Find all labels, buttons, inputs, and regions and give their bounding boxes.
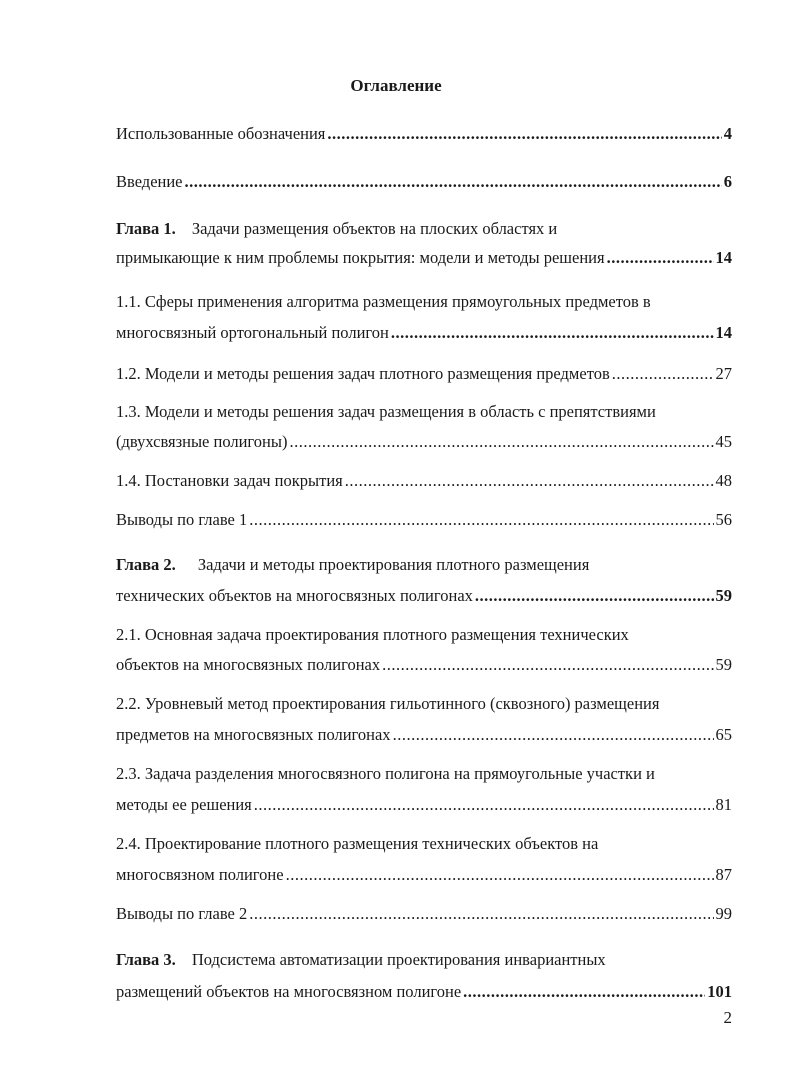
toc-entry-page: 27 [715,364,732,383]
toc-leader-dots [185,172,722,192]
toc-entry-page: 65 [715,725,732,744]
toc-leader-dots [327,124,721,144]
toc-entry[interactable] [116,834,732,854]
toc-leader-dots [393,725,714,745]
toc-entry-page: 48 [715,471,732,490]
toc-entry-page: 101 [707,982,732,1001]
toc-entry-text: Введение [116,172,183,191]
toc-entry-page: 59 [715,586,732,605]
toc-leader-dots [463,982,705,1002]
toc-leader-dots [391,323,714,343]
toc-entry-page: 59 [715,655,732,674]
toc-entry[interactable] [116,510,732,530]
toc-entry-text: объектов на многосвязных полигонах [116,655,381,674]
page-number: 2 [723,1008,732,1027]
toc-entry[interactable] [116,725,732,745]
toc-leader-dots [345,471,714,491]
toc-entry-page: 4 [723,124,732,143]
toc-chapter-heading[interactable] [116,555,732,575]
toc-entry[interactable] [116,292,732,312]
toc-entry[interactable] [116,402,732,422]
toc-entry[interactable] [116,904,732,924]
toc-entry[interactable] [116,764,732,784]
toc-leader-dots [249,904,713,924]
toc-entry-text: 1.4. Постановки задач покрытия [116,471,343,490]
toc-entry-text: предметов на многосвязных полигонах [116,725,391,744]
toc-entry[interactable] [116,124,732,144]
toc-entry-text: 2.2. Уровневый метод проектирования гильотинного (сквозного) размещения [116,694,660,713]
toc-entry-page: 56 [715,510,732,529]
toc-entry[interactable] [116,432,732,452]
chapter-label: Глава 2. [116,555,176,574]
toc-entry-text: многосвязном полигоне [116,865,284,884]
toc-entry-text: 1.3. Модели и методы решения задач размещения в область с препятствиями [116,402,656,421]
toc-entry-text: технических объектов на многосвязных полигонах [116,586,473,605]
toc-chapter-heading[interactable] [116,219,732,239]
toc-entry[interactable] [116,323,732,343]
toc-entry-text: 1.1. Сферы применения алгоритма размещения прямоугольных предметов в [116,292,651,311]
toc-entry-page: 45 [715,432,732,451]
toc-entry[interactable] [116,364,732,384]
toc-entry-text: размещений объектов на многосвязном полигоне [116,982,462,1001]
toc-entry-text: Выводы по главе 1 [116,510,248,529]
toc-entry[interactable] [116,172,732,192]
toc-entry[interactable] [116,625,732,645]
toc-entry[interactable] [116,248,732,268]
toc-entry[interactable] [116,655,732,675]
chapter-label: Глава 3. [116,950,176,969]
toc-entry-text: (двухсвязные полигоны) [116,432,288,451]
toc-entry-text: примыкающие к ним проблемы покрытия: модели и методы решения [116,248,605,267]
toc-entry-page: 81 [715,795,732,814]
toc-leader-dots [382,655,713,675]
toc-leader-dots [289,432,713,452]
toc-entry-page: 6 [723,172,732,191]
toc-entry-text: 2.4. Проектирование плотного размещения технических объектов на [116,834,599,853]
toc-entry-text: Задачи и методы проектирования плотного размещения [197,555,590,574]
toc-entry-page: 14 [715,248,732,267]
toc-entry[interactable] [116,586,732,606]
toc-entry-text: 2.1. Основная задача проектирования плотного размещения технических [116,625,629,644]
toc-entry-page: 87 [715,865,732,884]
toc-entry-text: 1.2. Модели и методы решения задач плотного размещения предметов [116,364,610,383]
toc-entry-page: 14 [715,323,732,342]
toc-entry-text: Задачи размещения объектов на плоских областях и [191,219,558,238]
toc-leader-dots [607,248,714,268]
toc-title: Оглавление [350,76,442,95]
toc-entry[interactable] [116,694,732,714]
toc-entry-page: 99 [715,904,732,923]
chapter-label: Глава 1. [116,219,176,238]
toc-entry[interactable] [116,865,732,885]
toc-leader-dots [254,795,714,815]
toc-chapter-heading[interactable] [116,950,732,970]
toc-entry-text: Подсистема автоматизации проектирования инвариантных [191,950,606,969]
toc-leader-dots [286,865,714,885]
toc-entry-text: методы ее решения [116,795,252,814]
toc-entry-text: Выводы по главе 2 [116,904,248,923]
toc-leader-dots [475,586,714,606]
toc-entry-text: многосвязный ортогональный полигон [116,323,389,342]
toc-entry-text: Использованные обозначения [116,124,326,143]
toc-entry[interactable] [116,471,732,491]
toc-entry-text: 2.3. Задача разделения многосвязного полигона на прямоугольные участки и [116,764,655,783]
toc-entry[interactable] [116,795,732,815]
toc-leader-dots [612,364,714,384]
toc-leader-dots [249,510,713,530]
toc-entry[interactable] [116,982,732,1002]
